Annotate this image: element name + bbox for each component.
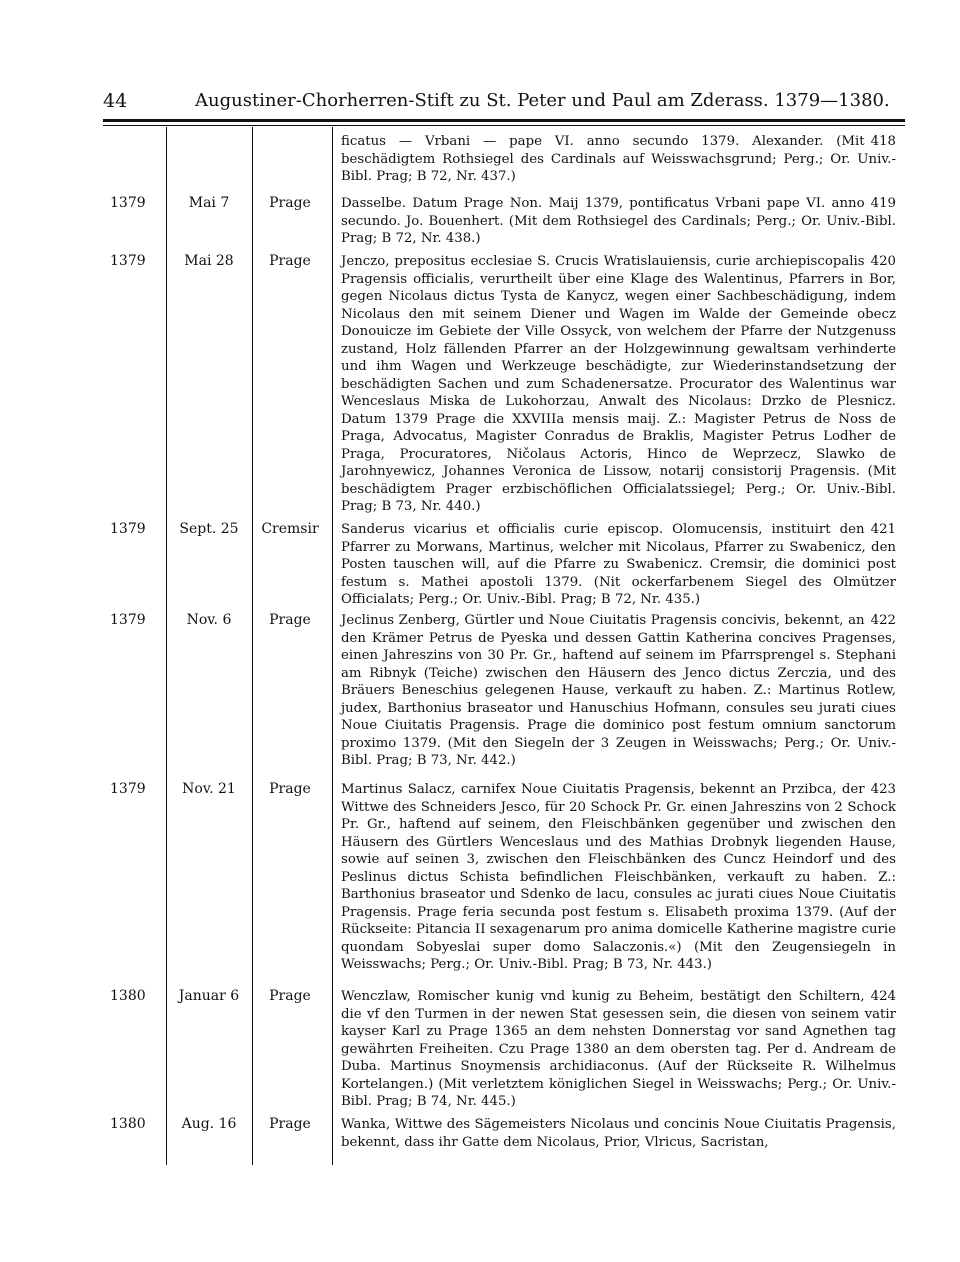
- page-number: 44: [103, 90, 128, 112]
- entry-date: Sept. 25: [179, 521, 239, 537]
- entry-number: 419: [870, 196, 896, 211]
- entry-number: 422: [870, 613, 896, 628]
- entry-number: 418: [870, 134, 896, 149]
- entry-body: Wanka, Wittwe des Sägemeisters Nicolaus und concinis Noue Ciuitatis Pragensis, bekennt, dass ihr Gatte dem Nicolaus, Prior, Vlricus, Sacristan,: [341, 1117, 896, 1150]
- entry-text: [341, 521, 896, 609]
- entry-body: Sanderus vicarius et officialis curie episcop. Olomucensis, instituirt den Pfarrer zu Morwans, Martinus, welcher mit Nicolaus, Pfarrer zu Swabenicz, den Posten tauschen will, auf die Pfarre zu Swabenicz. Cremsir, die dominici post festum s. Mathei apostoli 1379. (Nit ockerfarbenem Siegel des Olmützer Officialats; Perg.; Or. Univ.-Bibl. Prag; B 72, Nr. 435.): [341, 522, 896, 607]
- entry-place: Prage: [269, 781, 311, 797]
- entry-body: Dasselbe. Datum Prage Non. Maij 1379, pontificatus Vrbani pape VI. anno secundo. Jo. Bouenhert. (Mit dem Rothsiegel des Cardinals; Perg.; Or. Univ.-Bibl. Prag; B 72, Nr. 438.): [341, 196, 896, 246]
- entry-body: Martinus Salacz, carnifex Noue Ciuitatis Pragensis, bekennt an Przibca, der Wittwe des Schneiders Jesco, für 20 Schock Pr. Gr. einen Jahreszins von 2 Schock Pr. Gr., haftend auf seinem, den Fleischbänken gegenüber und zwischen den Häusern des Gürtlers Wenceslaus und des Mathias Drobnyk liegenden Hause, sowie auf seinen 3, zwischen den Fleischbänken des Cuncz Heindorf und des Peslinus dictus Schista befindlichen Fleischbänken, verkauft zu haben. Z.: Barthonius braseator und Sdenko de lacu, consules ac jurati ciues Noue Ciuitatis Pragensis. Prage feria secunda post festum s. Elisabeth proxima 1379. (Auf der Rückseite: Pitancia II sexagenarum pro anima domicelle Katherine magistre curie quondam Sobyeslai super domo Salaczonis.«) (Mit den Zeugensiegeln in Weisswachs; Perg.; Or. Univ.-Bibl. Prag; B 73, Nr. 443.): [341, 782, 896, 972]
- entry-year: 1379: [110, 612, 146, 628]
- entry-date: Nov. 21: [182, 781, 236, 797]
- entry-number: 424: [870, 989, 896, 1004]
- entry-number: 423: [870, 782, 896, 797]
- entry-date: Nov. 6: [186, 612, 232, 628]
- entry-body: Wenczlaw, Romischer kunig vnd kunig zu Beheim, bestätigt den Schiltern, die vf den Turmen in der newen Stat gesessen sein, die diesen von seinem vatir kayser Karl zu Prage 1365 an dem nehsten Donnerstag vor sand Agnethen tag gewährten Freiheiten. Czu Prage 1380 an dem obersten tag. Per d. Andream de Duba. Martinus Snoymensis archidiaconus. (Auf der Rückseite R. Wilhelmus Kortelangen.) (Mit verletztem königlichen Siegel in Weisswachs; Perg.; Or. Univ.-Bibl. Prag; B 74, Nr. 445.): [341, 989, 896, 1109]
- entry-place: Prage: [269, 988, 311, 1004]
- entry-date: Aug. 16: [181, 1116, 237, 1132]
- entry-place: Prage: [269, 1116, 311, 1132]
- entry-place: Cremsir: [261, 521, 319, 537]
- entry-year: 1379: [110, 195, 146, 211]
- entry-year: 1379: [110, 521, 146, 537]
- entry-text: [341, 133, 896, 186]
- entry-place: Prage: [269, 253, 311, 269]
- entry-year: 1380: [110, 1116, 146, 1132]
- entry-text: [341, 253, 896, 516]
- entry-year: 1379: [110, 781, 146, 797]
- entry-text: [341, 988, 896, 1111]
- running-title: Augustiner-Chorherren-Stift zu St. Peter und Paul am Zderass. 1379—1380.: [195, 90, 890, 111]
- entry-body: Jenczo, prepositus ecclesiae S. Crucis Wratislauiensis, curie archiepiscopalis Pragensis officialis, verurtheilt über eine Klage des Walentinus, Pfarrers in Bor, gegen Nicolaus dictus Tysta de Kanycz, wegen einer Sachbeschädigung, indem Nicolaus den mit seinem Diener und Wagen im Walde der Gemeinde obecz Donouicze im Gebiete der Ville Ossyck, von welchem der Pfarre der Nutzgenuss zustand, Holz fällenden Pfarrer an der Holzgewinnung gewaltsam verhinderte und ihm Wagen und Werkzeuge beschädigte, zur Wiederinstandsetzung der beschädigten Sachen und zum Schadenersatze. Procurator des Walentinus war Wenceslaus Miska de Lukohorzau, Anwalt des Nicolaus: Drzko de Plesnicz. Datum 1379 Prage die XXVIIIa mensis maij. Z.: Magister Petrus de Noss de Praga, Advocatus, Magister Conradus de Braklis, Magister Petrus Lodher de Praga, Procuratores, Ničolaus Actoris, Hinco de Weprzecz, Slawko de Jarohnyewicz, Johannes Veronica de Lissow, notarij consistorij Pragensis. (Mit beschädigtem Prager erzbischöflichen Officialatssiegel; Perg.; Or. Univ.-Bibl. Prag; B 73, Nr. 440.): [341, 254, 896, 514]
- entry-text: [341, 612, 896, 770]
- entry-text: [341, 781, 896, 974]
- entry-year: 1380: [110, 988, 146, 1004]
- entry-date: Mai 7: [188, 195, 230, 211]
- entry-text: [341, 195, 896, 248]
- entry-number: 421: [870, 522, 896, 537]
- entry-body: ficatus — Vrbani — pape VI. anno secundo 1379. Alexander. (Mit beschädigtem Rothsiegel des Cardinals auf Weisswachsgrund; Perg.; Or. Univ.-Bibl. Prag; B 72, Nr. 437.): [341, 134, 896, 184]
- entry-text: [341, 1116, 896, 1151]
- entry-place: Prage: [269, 195, 311, 211]
- entry-place: Prage: [269, 612, 311, 628]
- entry-body: Jeclinus Zenberg, Gürtler und Noue Ciuitatis Pragensis concivis, bekennt, an den Krämer Petrus de Pyeska und dessen Gattin Katherina concives Pragenses, einen Jahreszins von 30 Pr. Gr., haftend auf seinem im Pfarrsprengel s. Stephani am Ribnyk (Teiche) zwischen den Häusern des Jenco dictus Zerczia, und des Bräuers Beneschius gelegenen Hause, verkauft zu haben. Z.: Martinus Rotlew, judex, Barthonius braseator und Hanuschius Hofmann, consules seu jurati ciues Noue Ciuitatis Pragensis. Prage die dominico post festum omnium sanctorum proximo 1379. (Mit den Siegeln der 3 Zeugen in Weisswachs; Perg.; Or. Univ.-Bibl. Prag; B 73, Nr. 442.): [341, 613, 896, 768]
- entry-date: Januar 6: [178, 988, 240, 1004]
- entry-number: 420: [870, 254, 896, 269]
- entry-year: 1379: [110, 253, 146, 269]
- entry-date: Mai 28: [184, 253, 234, 269]
